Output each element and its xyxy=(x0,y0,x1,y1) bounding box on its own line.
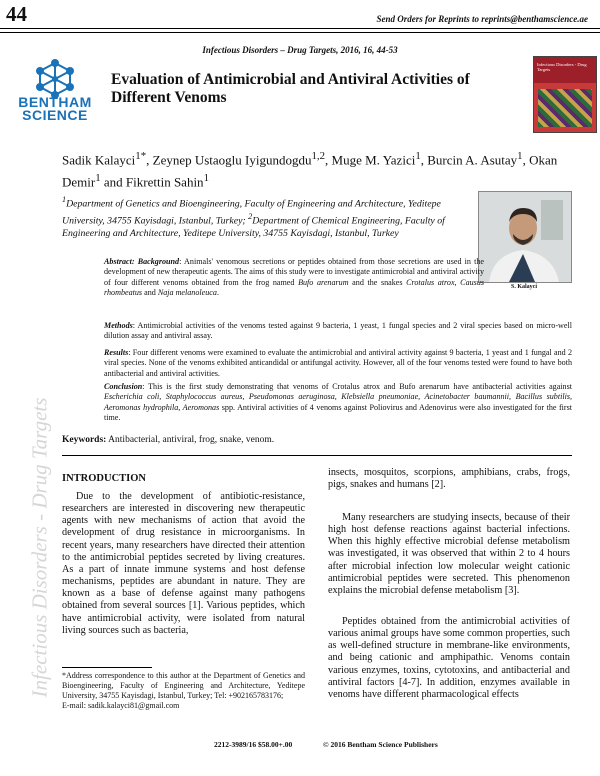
page-number: 44 xyxy=(6,2,27,26)
body-column-left: Due to the development of antibiotic-resistance, researchers are interested in discovering new therapeutic agents with new mechanisms of action that avoid the development of drug resistance in microorganisms. In recent years, many researchers have directed their attention to the antimicrobial peptides secreted by living creatures. As a part of innate immune systems and host defense mechanisms, peptides are abundant in nature. They are known as a base of defense against many pathogens obtained from several sources [1]. Various peptides, which have antimicrobial activity, were isolated from natural living sources such as bacteria, xyxy=(62,491,305,636)
logo-line-2: SCIENCE xyxy=(22,107,88,123)
methods-label: Methods xyxy=(104,321,133,330)
abstract-conclusion xyxy=(104,382,572,423)
abstract-divider xyxy=(62,455,572,456)
cover-journal-name: Infectious Disorders - Drug Targets xyxy=(537,62,587,72)
affiliations xyxy=(62,194,474,240)
body-column-right-p1: insects, mosquitos, scorpions, amphibians, crabs, frogs, pigs, snakes and humans [2]. xyxy=(328,467,570,491)
keywords-label: Keywords: xyxy=(62,435,107,445)
author-name: Sadik Kalayci xyxy=(62,152,136,168)
author-name: Zeynep Ustaoglu Iyigundogdu xyxy=(152,152,312,168)
species-name: Naja melanoleuca xyxy=(157,287,217,297)
watermark: Infectious Disorders - Drug Targets xyxy=(27,397,52,698)
abstract-methods xyxy=(104,321,572,342)
affiliation-2: Department of Chemical Engineering, Faculty of Engineering and Architecture, Yeditepe University, 34755 Kayisdagi, Istanbul, Turkey xyxy=(62,215,445,239)
affil-sup: 2 xyxy=(248,211,253,221)
copyright: © 2016 Bentham Science Publishers xyxy=(323,740,438,749)
author-affil-sup: 1 xyxy=(517,150,523,162)
affiliation-1: Department of Genetics and Bioengineering, Faculty of Engineering and Architecture, Yeditepe University, 34755 Kayisdagi, Istanbul, Turkey; xyxy=(62,198,441,227)
author-affil-sup: 1 xyxy=(95,172,101,185)
author-name: Muge M. Yazici xyxy=(331,152,416,168)
header-rule-bottom xyxy=(0,32,600,33)
issn-price: 2212-3989/16 $58.00+.00 xyxy=(214,740,293,749)
author-name: Burcin A. Asutay xyxy=(427,152,518,168)
species-name: Crotalus atrox xyxy=(406,277,455,287)
keywords xyxy=(62,435,572,445)
species-list: Escherichia coli, Staphylococcus aureus, Pseudomonas aeruginosa, Klebsiella pneumoniae, Acinetobacter baumannii, Bacillus subtilis, Aeromonas hydrophila, Aeromonas xyxy=(104,392,572,412)
abstract-text: . xyxy=(216,287,219,297)
abstract-results xyxy=(104,348,572,379)
abstract-text: and xyxy=(142,287,158,297)
methods-text: : Antimicrobial activities of the venoms tested against 9 bacteria, 1 yeast, 1 fungal species and 2 viral species based on micro-well dilution assay and antiviral assay. xyxy=(104,321,572,341)
author-affil-sup: 1 xyxy=(415,150,421,162)
person-photo-icon xyxy=(479,192,571,282)
results-label: Results xyxy=(104,348,129,357)
molecule-icon xyxy=(10,58,100,98)
footnote-text: *Address correspondence to this author at the Department of Genetics and Bioengineering, Faculty of Engineering and Architecture, Yeditepe University, 34755 Kayisdagi, Istanbul, Turkey; Tel: +902165783176; xyxy=(62,671,305,700)
author-affil-sup: 1,2 xyxy=(311,150,326,162)
logo-line-1: BENTHAM xyxy=(18,94,92,110)
conclusion-text: : This is the first study demonstrating that venoms of Crotalus atrox and Bufo arenarum have antibacterial activities against xyxy=(142,382,572,391)
article-title: Evaluation of Antimicrobial and Antiviral Activities of Different Venoms xyxy=(111,71,470,106)
species-name: Causus rhombeatus xyxy=(104,277,485,297)
body-column-right-p2: Many researchers are studying insects, because of their high host defense reactions against bacterial infections. When this highly effective microbial defense metabolism was investigated, it was observed that within 2 to 4 hours after microbial infection low molecular weight cationic antimicrobial peptides were secreted. This phenomenon explains the microbial defense metabolism [3]. xyxy=(328,512,570,596)
author-name: Fikrettin Sahin xyxy=(125,174,204,190)
keywords-text: Antibacterial, antiviral, frog, snake, venom. xyxy=(106,435,275,445)
abstract-background xyxy=(104,257,484,298)
abstract-text: , xyxy=(454,277,461,287)
section-heading-introduction: INTRODUCTION xyxy=(62,473,147,484)
journal-cover xyxy=(533,56,597,133)
journal-citation: Infectious Disorders – Drug Targets, 2016, 16, 44-53 xyxy=(202,45,398,55)
reprints-notice: Send Orders for Reprints to reprints@benthamscience.ae xyxy=(376,14,588,24)
footnote-rule xyxy=(62,667,152,668)
author-list: Sadik Kalayci$^{1*}$, Zeynep Ustaoglu Iyigundogdu$^{1,2}$, Muge M. Yazici$^1$, Burcin A. Asutay$^1$, Okan Demir$^1$ and Fikrettin Sahin$^1$ xyxy=(62,150,558,190)
abstract-label: Abstract: Background xyxy=(104,257,180,266)
conclusion-label: Conclusion xyxy=(104,382,143,391)
species-name: Bufo arenarum xyxy=(298,277,349,287)
author-photo-caption: S. Kalayci xyxy=(510,284,537,290)
author-affil-sup: 1* xyxy=(135,150,147,162)
abstract-text: and the snakes xyxy=(348,277,407,287)
results-text: : Four different venoms were examined to evaluate the antimicrobial and antiviral activity against 9 bacteria, 1 yeast and 1 fungal and 2 viral species. None of the venoms exhibited anticandidal or antifungal activity. However, all of the four venoms tested were found to have both antibacterial and antiviral activities. xyxy=(104,348,572,378)
footnote-email[interactable]: E-mail: sadik.kalayci81@gmail.com xyxy=(62,701,180,710)
header-rule-top xyxy=(0,28,600,29)
author-affil-sup: 1 xyxy=(203,172,209,185)
conclusion-text: spp. Antiviral activities of 4 venoms against Poliovirus and Adenovirus were also investigated for the first time. xyxy=(104,402,573,422)
correspondence-footnote xyxy=(62,671,305,711)
publisher-logo-text xyxy=(10,96,100,122)
affil-sup: 1 xyxy=(62,195,67,204)
body-column-right-p3: Peptides obtained from the antimicrobial activities of various animal groups have some common properties, such as well-defined structure in membrane-like environments, and being cationic and amphipathic. Venoms contain various enzymes, toxins, cytotoxins, and antibacterial and antiviral factors [4-7]. In addition, enzymes available in venoms have different pharmacological effects xyxy=(328,616,570,700)
cover-image xyxy=(538,89,592,127)
author-name: Okan Demir xyxy=(62,152,558,190)
abstract-text: : Animals' venomous secretions or peptides obtained from those secretions are used in the development of new therapeutic agents. The aims of this study were to investigate antimicrobial and antiviral activity of four different venoms obtained from the frog named xyxy=(104,257,484,287)
author-photo xyxy=(478,191,572,283)
